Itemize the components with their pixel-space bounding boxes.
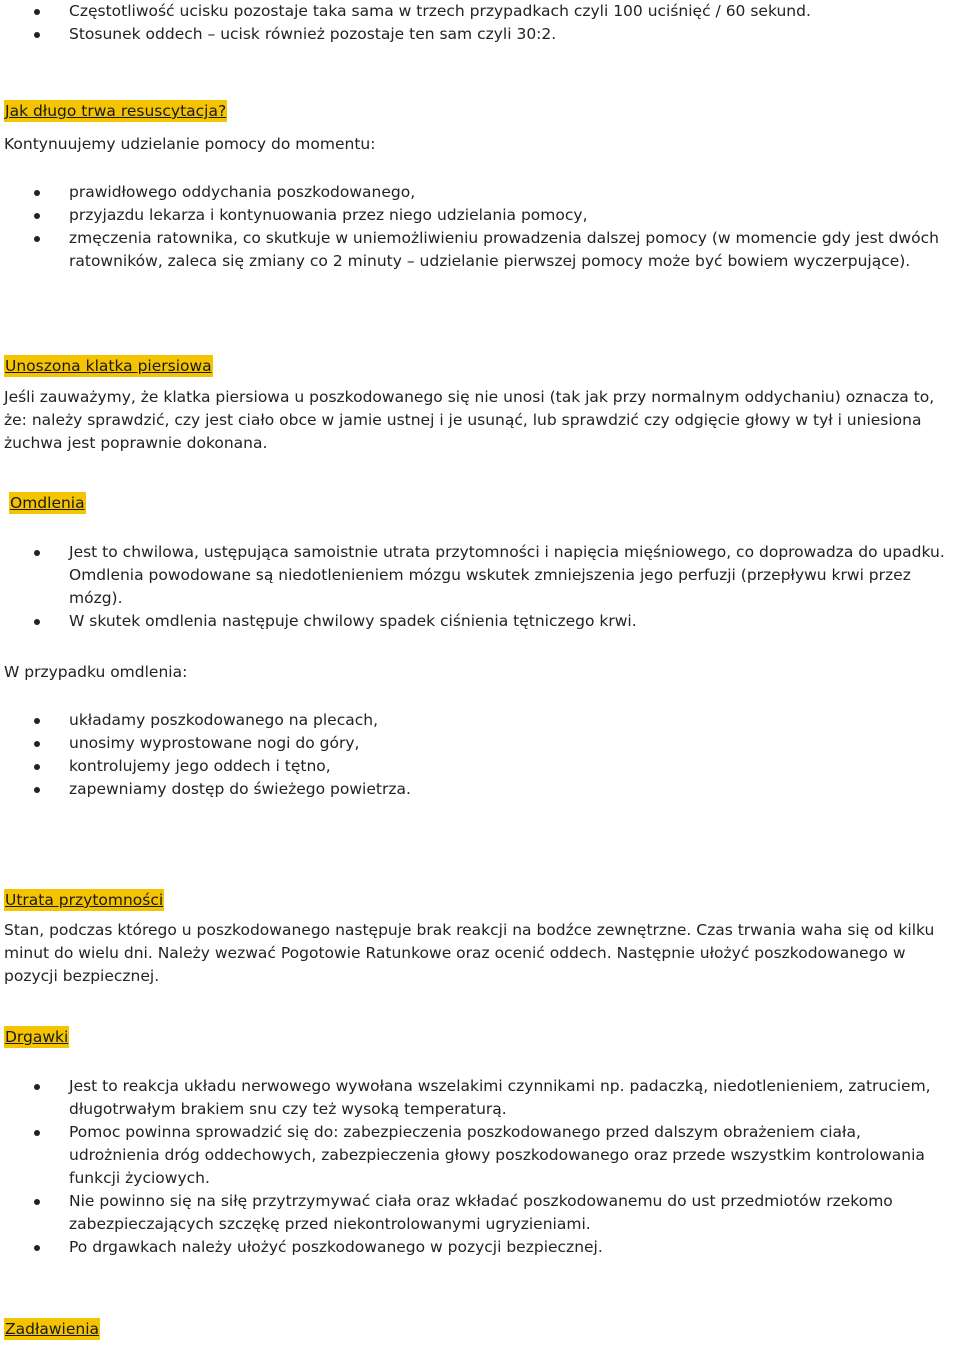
bullet-icon — [34, 787, 40, 793]
unconscious-section — [4, 889, 956, 912]
bullet-icon — [34, 1130, 40, 1136]
bullet-icon — [34, 1199, 40, 1205]
list-item: Jest to reakcja układu nerwowego wywołana wszelakimi czynnikami np. padaczką, niedotlenieniem, zatruciem, długotrwałym brakiem snu czy też wysoką temperaturą. — [4, 1075, 956, 1121]
bullet-icon — [34, 236, 40, 242]
bullet-icon — [34, 741, 40, 747]
faint-section — [9, 492, 960, 515]
choking-section — [4, 1318, 956, 1341]
list-item: Po drgawkach należy ułożyć poszkodowanego w pozycji bezpiecznej. — [4, 1236, 956, 1259]
faint-steps — [4, 709, 956, 801]
bullet-icon — [34, 619, 40, 625]
bullet-icon — [34, 213, 40, 219]
list-item: Pomoc powinna sprowadzić się do: zabezpieczenia poszkodowanego przed dalszym obrażeniem ciała, udrożnienia dróg oddechowych, zabezpieczenia głowy poszkodowanego oraz przede wszystkim kontrolowania funkcji życiowych. — [4, 1121, 956, 1190]
section-heading: Drgawki — [5, 1028, 69, 1046]
bullet-icon — [34, 764, 40, 770]
list-item: unosimy wyprostowane nogi do góry, — [4, 732, 956, 755]
list-item: zmęczenia ratownika, co skutkuje w uniemożliwieniu prowadzenia dalszej pomocy (w momencie gdy jest dwóch ratowników, zaleca się zmiany co 2 minuty – udzielanie pierwszej pomocy może być bowiem wyczerpujące). — [4, 227, 956, 273]
list-item: kontrolujemy jego oddech i tętno, — [4, 755, 956, 778]
list-item: Jest to chwilowa, ustępująca samoistnie utrata przytomności i napięcia mięśniowego, co doprowadza do upadku. Omdlenia powodowane są niedotlenieniem mózgu wskutek zmniejszenia jego perfuzji (przepływu krwi przez mózg). — [4, 541, 956, 610]
bullet-icon — [34, 718, 40, 724]
seizures-section — [4, 1026, 956, 1049]
list-item: prawidłowego oddychania poszkodowanego, — [4, 181, 956, 204]
bullet-icon — [34, 190, 40, 196]
bullet-icon — [34, 1245, 40, 1251]
faint-list — [4, 541, 956, 633]
list-item: zapewniamy dostęp do świeżego powietrza. — [4, 778, 956, 801]
resus-section — [4, 100, 956, 123]
section-heading: Omdlenia — [10, 494, 85, 512]
bullet-icon — [34, 1084, 40, 1090]
bullet-icon — [34, 9, 40, 15]
list-item: układamy poszkodowanego na plecach, — [4, 709, 956, 732]
section-heading: Unoszona klatka piersiowa — [5, 357, 212, 375]
section-heading: Zadławienia — [5, 1320, 100, 1338]
resus-lead: Kontynuujemy udzielanie pomocy do momentu: — [4, 135, 376, 153]
unconscious-text: Stan, podczas którego u poszkodowanego następuje brak reakcji na bodźce zewnętrzne. Czas trwania waha się od kilku minut do wielu dni. Należy wezwać Pogotowie Ratunkowe oraz ocenić oddech. Następnie ułożyć poszkodowanego w pozycji bezpiecznej. — [4, 921, 935, 985]
bullet-icon — [34, 550, 40, 556]
section-heading: Utrata przytomności — [5, 891, 164, 909]
bullet-icon — [34, 32, 40, 38]
faint-lead: W przypadku omdlenia: — [4, 663, 188, 681]
chest-section — [4, 355, 956, 378]
intro-list — [4, 0, 956, 46]
list-item: Częstotliwość ucisku pozostaje taka sama w trzech przypadkach czyli 100 uciśnięć / 60 sekund. — [4, 0, 956, 23]
list-item: Nie powinno się na siłę przytrzymywać ciała oraz wkładać poszkodowanemu do ust przedmiotów rzekomo zabezpieczających szczękę przed niekontrolowanymi ugryzieniami. — [4, 1190, 956, 1236]
chest-text: Jeśli zauważymy, że klatka piersiowa u poszkodowanego się nie unosi (tak jak przy normalnym oddychaniu) oznacza to, że: należy sprawdzić, czy jest ciało obce w jamie ustnej i je usunąć, lub sprawdzić czy odgięcie głowy w tył i uniesiona żuchwa jest poprawnie dokonana. — [4, 388, 935, 452]
list-item: W skutek omdlenia następuje chwilowy spadek ciśnienia tętniczego krwi. — [4, 610, 956, 633]
section-heading: Jak długo trwa resuscytacja? — [5, 102, 227, 120]
list-item: przyjazdu lekarza i kontynuowania przez niego udzielania pomocy, — [4, 204, 956, 227]
seizures-list — [4, 1075, 956, 1259]
list-item: Stosunek oddech – ucisk również pozostaje ten sam czyli 30:2. — [4, 23, 956, 46]
resus-list — [4, 181, 956, 273]
